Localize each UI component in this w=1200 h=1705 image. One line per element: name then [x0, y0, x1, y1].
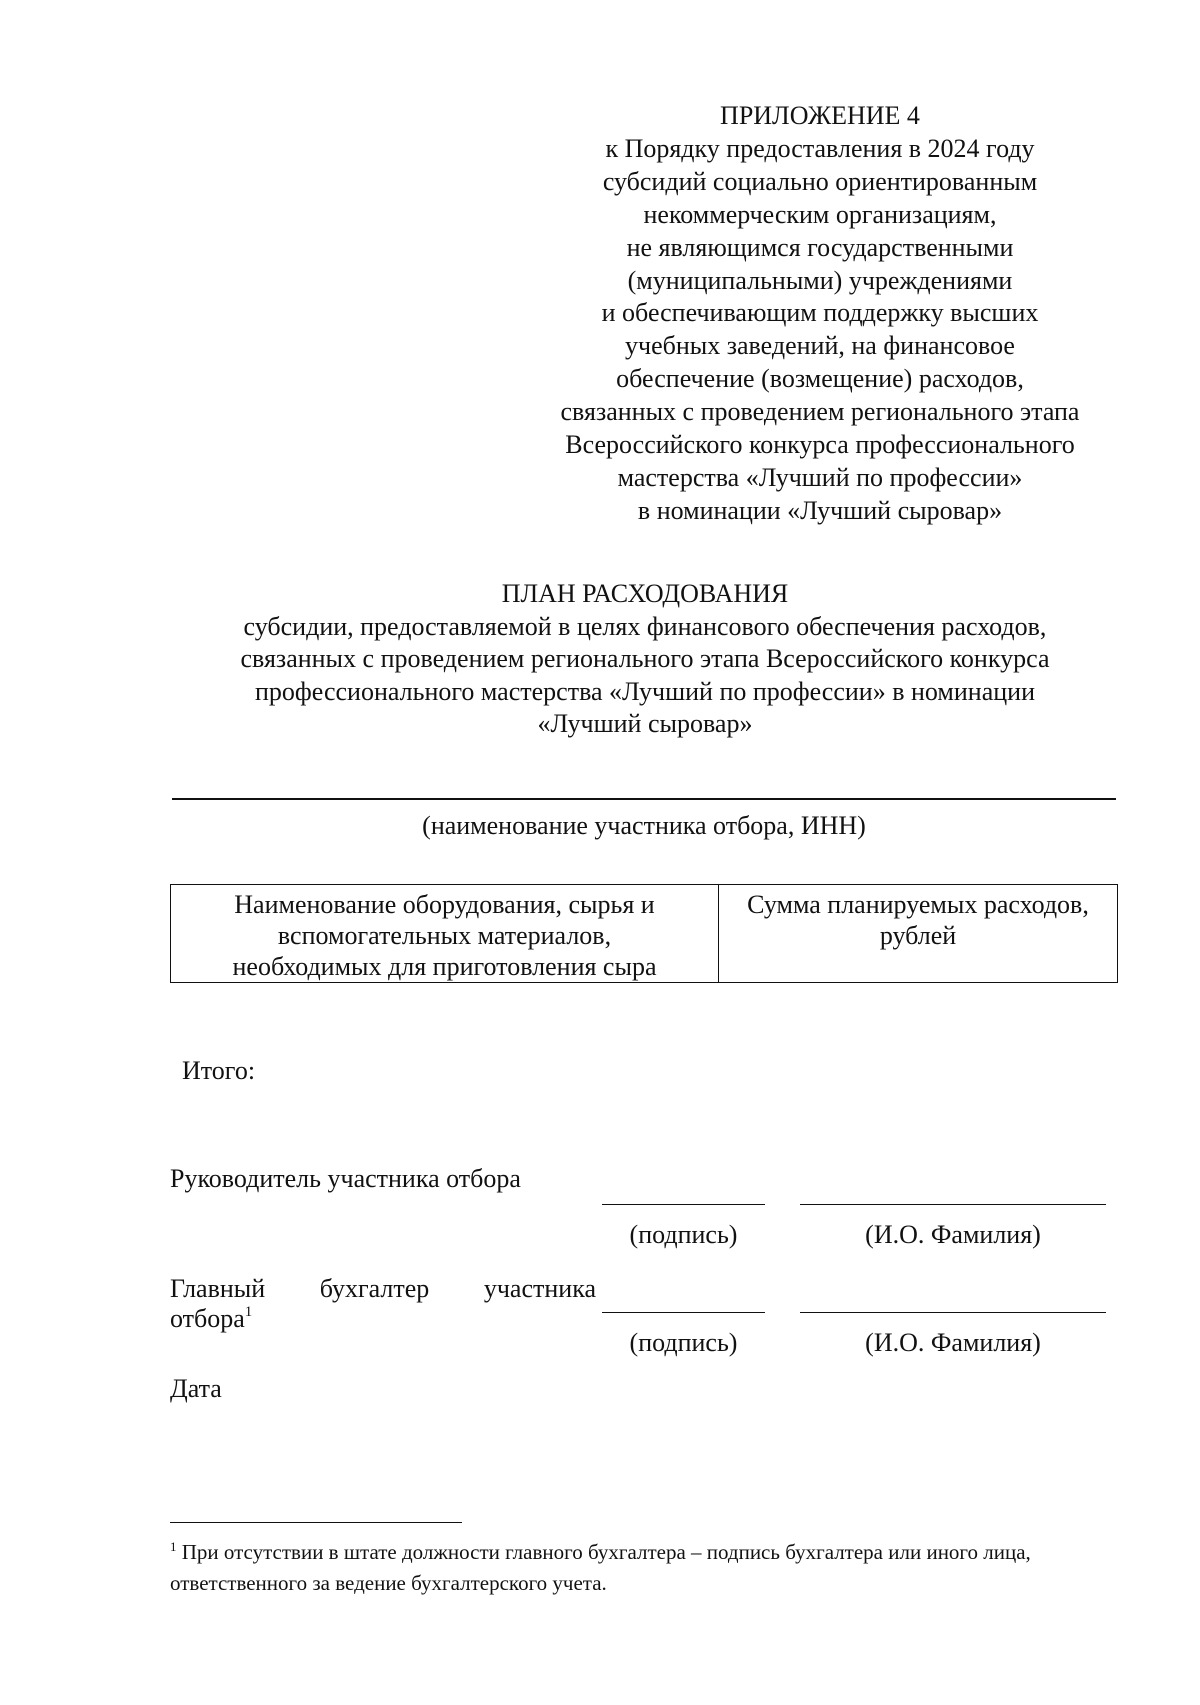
participant-name-line: [172, 798, 1116, 800]
accountant-word: Главный: [170, 1274, 266, 1303]
annex-line: не являющимся государственными: [626, 232, 1014, 262]
plan-subtitle-line: субсидии, предоставляемой в целях финансового обеспечения расходов,: [243, 611, 1047, 641]
accountant-name-line: [800, 1312, 1106, 1313]
accountant-label: [170, 1274, 596, 1338]
accountant-word: бухгалтер: [319, 1274, 430, 1303]
date-label: Дата: [170, 1374, 222, 1403]
header-line: Наименование оборудования, сырья и: [234, 890, 655, 919]
table-header-row: [171, 885, 1118, 983]
total-label: Итого:: [182, 1056, 256, 1085]
plan-subtitle-line: профессионального мастерства «Лучший по профессии» в номинации: [255, 676, 1035, 706]
plan-title: ПЛАН РАСХОДОВАНИЯ: [501, 579, 789, 608]
header-line: рублей: [879, 921, 957, 950]
annex-line: и обеспечивающим поддержку высших: [601, 298, 1039, 328]
head-signature-caption: (подпись): [629, 1220, 738, 1249]
participant-caption: (наименование участника отбора, ИНН): [422, 811, 866, 840]
accountant-word: участника: [483, 1274, 596, 1303]
plan-subtitle-line: связанных с проведением регионального этапа Всероссийского конкурса: [240, 644, 1050, 673]
accountant-word: отбора: [170, 1304, 245, 1333]
annex-header: [520, 100, 1120, 528]
header-line: необходимых для приготовления сыра: [232, 952, 657, 981]
head-signature-line: [602, 1204, 765, 1205]
head-name-caption: (И.О. Фамилия): [865, 1220, 1041, 1249]
footnote-reference: 1: [244, 1304, 253, 1320]
annex-line: учебных заведений, на финансовое: [625, 331, 1015, 361]
footnote-marker: 1: [170, 1539, 177, 1554]
annex-line: связанных с проведением регионального этапа: [560, 397, 1080, 427]
footnote: [170, 1538, 1130, 1597]
annex-line: ПРИЛОЖЕНИЕ 4: [720, 101, 920, 130]
annex-line: (муниципальными) учреждениями: [627, 265, 1013, 295]
accountant-name-caption: (И.О. Фамилия): [865, 1328, 1041, 1357]
footnote-text: При отсутствии в штате должности главного бухгалтера – подпись бухгалтера или иного лица, ответственного за ведение бухгалтерского учета.: [170, 1540, 1031, 1595]
annex-line: мастерства «Лучший по профессии»: [617, 462, 1023, 492]
annex-line: в номинации «Лучший сыровар»: [637, 495, 1003, 525]
head-name-line: [800, 1204, 1106, 1205]
annex-line: субсидий социально ориентированным: [602, 166, 1038, 196]
header-line: вспомогательных материалов,: [277, 921, 612, 950]
column-header-planned-sum: [719, 885, 1118, 983]
accountant-signature-caption: (подпись): [629, 1328, 738, 1357]
annex-line: Всероссийского конкурса профессионального: [565, 430, 1075, 460]
plan-title-block: [150, 578, 1140, 741]
accountant-signature-line: [602, 1312, 765, 1313]
annex-line: к Порядку предоставления в 2024 году: [605, 133, 1035, 163]
head-label: Руководитель участника отбора: [170, 1164, 521, 1193]
annex-line: некоммерческим организациям,: [643, 199, 997, 229]
header-line: Сумма планируемых расходов,: [747, 890, 1089, 919]
plan-subtitle-line: «Лучший сыровар»: [537, 709, 753, 738]
footnote-rule: [170, 1522, 462, 1523]
annex-line: обеспечение (возмещение) расходов,: [616, 364, 1024, 394]
column-header-item-name: [171, 885, 719, 983]
expenses-table: [170, 884, 1118, 983]
